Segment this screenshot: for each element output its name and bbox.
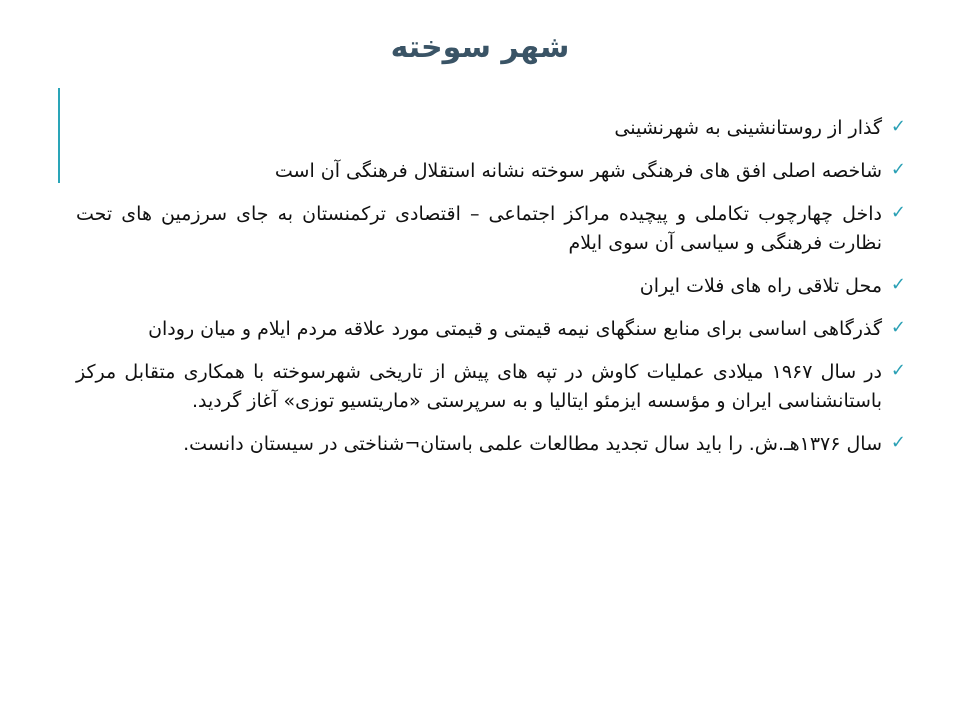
check-mark-icon: ✓ [890,317,906,338]
bullet-item [76,358,906,416]
check-mark-icon: ✓ [890,432,906,453]
bullet-item [76,272,906,301]
bullet-item [76,157,906,186]
bullet-text: در سال ۱۹۶۷ میلادی عملیات کاوش در تپه های پیش از تاریخی شهرسوخته با همکاری متقابل مرکز باستانشناسی ایران و مؤسسه ایزمئو ایتالیا و به سرپرستی «ماریتسیو توزی» آغاز گردید. [76,361,883,412]
bullet-item [76,200,906,258]
check-mark-icon: ✓ [890,274,906,295]
bullet-list [76,114,906,473]
check-mark-icon: ✓ [890,159,906,180]
bullet-item [76,114,906,143]
bullet-item [76,430,906,459]
bullet-text: سال ۱۳۷۶هـ.ش. را باید سال تجدید مطالعات علمی باستان¬شناختی در سیستان دانست. [183,433,882,455]
bullet-text: شاخصه اصلی افق های فرهنگی شهر سوخته نشانه استقلال فرهنگی آن است [274,160,882,182]
check-mark-icon: ✓ [890,360,906,381]
bullet-text: محل تلاقی راه های فلات ایران [639,275,882,297]
bullet-text: گذار از روستانشینی به شهرنشینی [614,117,882,139]
bullet-text: گذرگاهی اساسی برای منابع سنگهای نیمه قیمتی و قیمتی مورد علاقه مردم ایلام و میان رودان [148,318,882,340]
bullet-text: داخل چهارچوب تکاملی و پیچیده مراکز اجتماعی – اقتصادی ترکمنستان به جای سرزمین های تحت نظارت فرهنگی و سیاسی آن سوی ایلام [76,203,882,254]
check-mark-icon: ✓ [890,116,906,137]
check-mark-icon: ✓ [890,202,906,223]
accent-line [58,88,60,183]
bullet-item [76,315,906,344]
slide-title: شهر سوخته [390,30,570,65]
